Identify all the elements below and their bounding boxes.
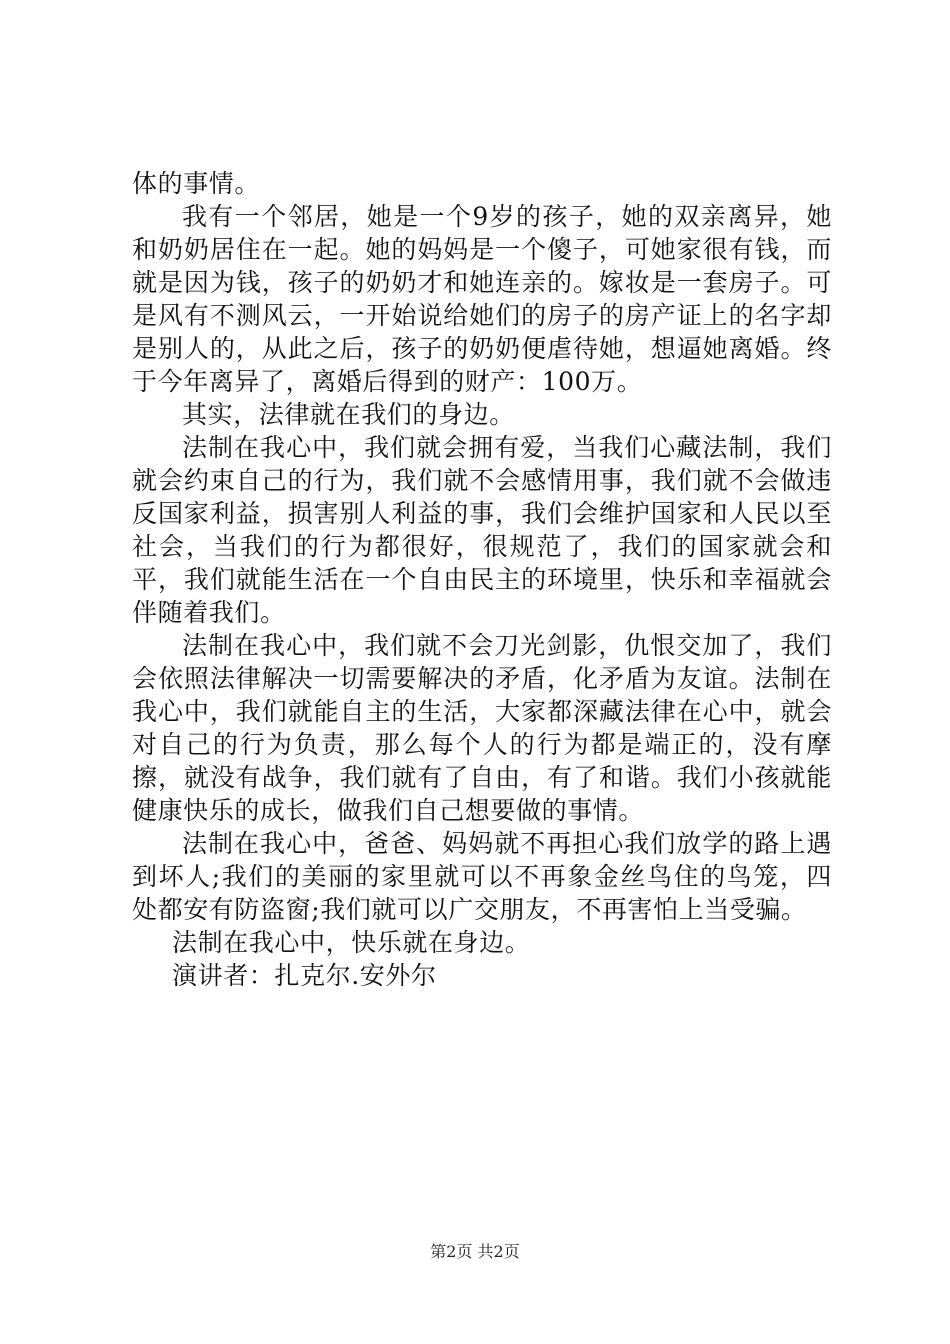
paragraph-harmony: 法制在我心中，我们就不会刀光剑影，仇恨交加了，我们会依照法律解决一切需要解决的矛盾，化矛盾为友谊。法制在我心中，我们就能自主的生活，大家都深藏法律在心中，就会对自己的行为负责，那么每个人的行为都是端正的，没有摩擦，就没有战争，我们就有了自由，有了和谐。我们小孩就能健康快乐的成长，做我们自己想要做的事情。	[132, 631, 832, 825]
document-body	[132, 167, 832, 992]
page-number-footer: 第2页 共2页	[430, 1242, 520, 1261]
paragraph-closing: 法制在我心中，快乐就在身边。	[172, 928, 531, 957]
paragraph-love: 法制在我心中，我们就会拥有爱，当我们心藏法制，我们就会约束自己的行为，我们就不会感情用事，我们就不会做违反国家利益，损害别人利益的事，我们会维护国家和人民以至社会，当我们的行为都很好，很规范了，我们的国家就会和平，我们就能生活在一个自由民主的环境里，快乐和幸福就会伴随着我们。	[132, 433, 832, 627]
paragraph-safety: 法制在我心中，爸爸、妈妈就不再担心我们放学的路上遇到坏人;我们的美丽的家里就可以不再象金丝鸟住的鸟笼，四处都安有防盗窗;我们就可以广交朋友，不再害怕上当受骗。	[132, 829, 832, 924]
paragraph-law-nearby: 其实，法律就在我们的身边。	[182, 400, 515, 429]
speaker-signature: 演讲者：扎克尔.安外尔	[172, 961, 437, 990]
paragraph-neighbor-story: 我有一个邻居，她是一个9岁的孩子，她的双亲离异，她和奶奶居住在一起。她的妈妈是一个傻子，可她家很有钱，而就是因为钱，孩子的奶奶才和她连亲的。嫁妆是一套房子。可是风有不测风云，一开始说给她们的房子的房产证上的名字却是别人的，从此之后，孩子的奶奶便虐待她，想逼她离婚。终于今年离异了，离婚后得到的财产：100万。	[132, 202, 832, 396]
paragraph-continuation: 体的事情。	[132, 169, 261, 198]
